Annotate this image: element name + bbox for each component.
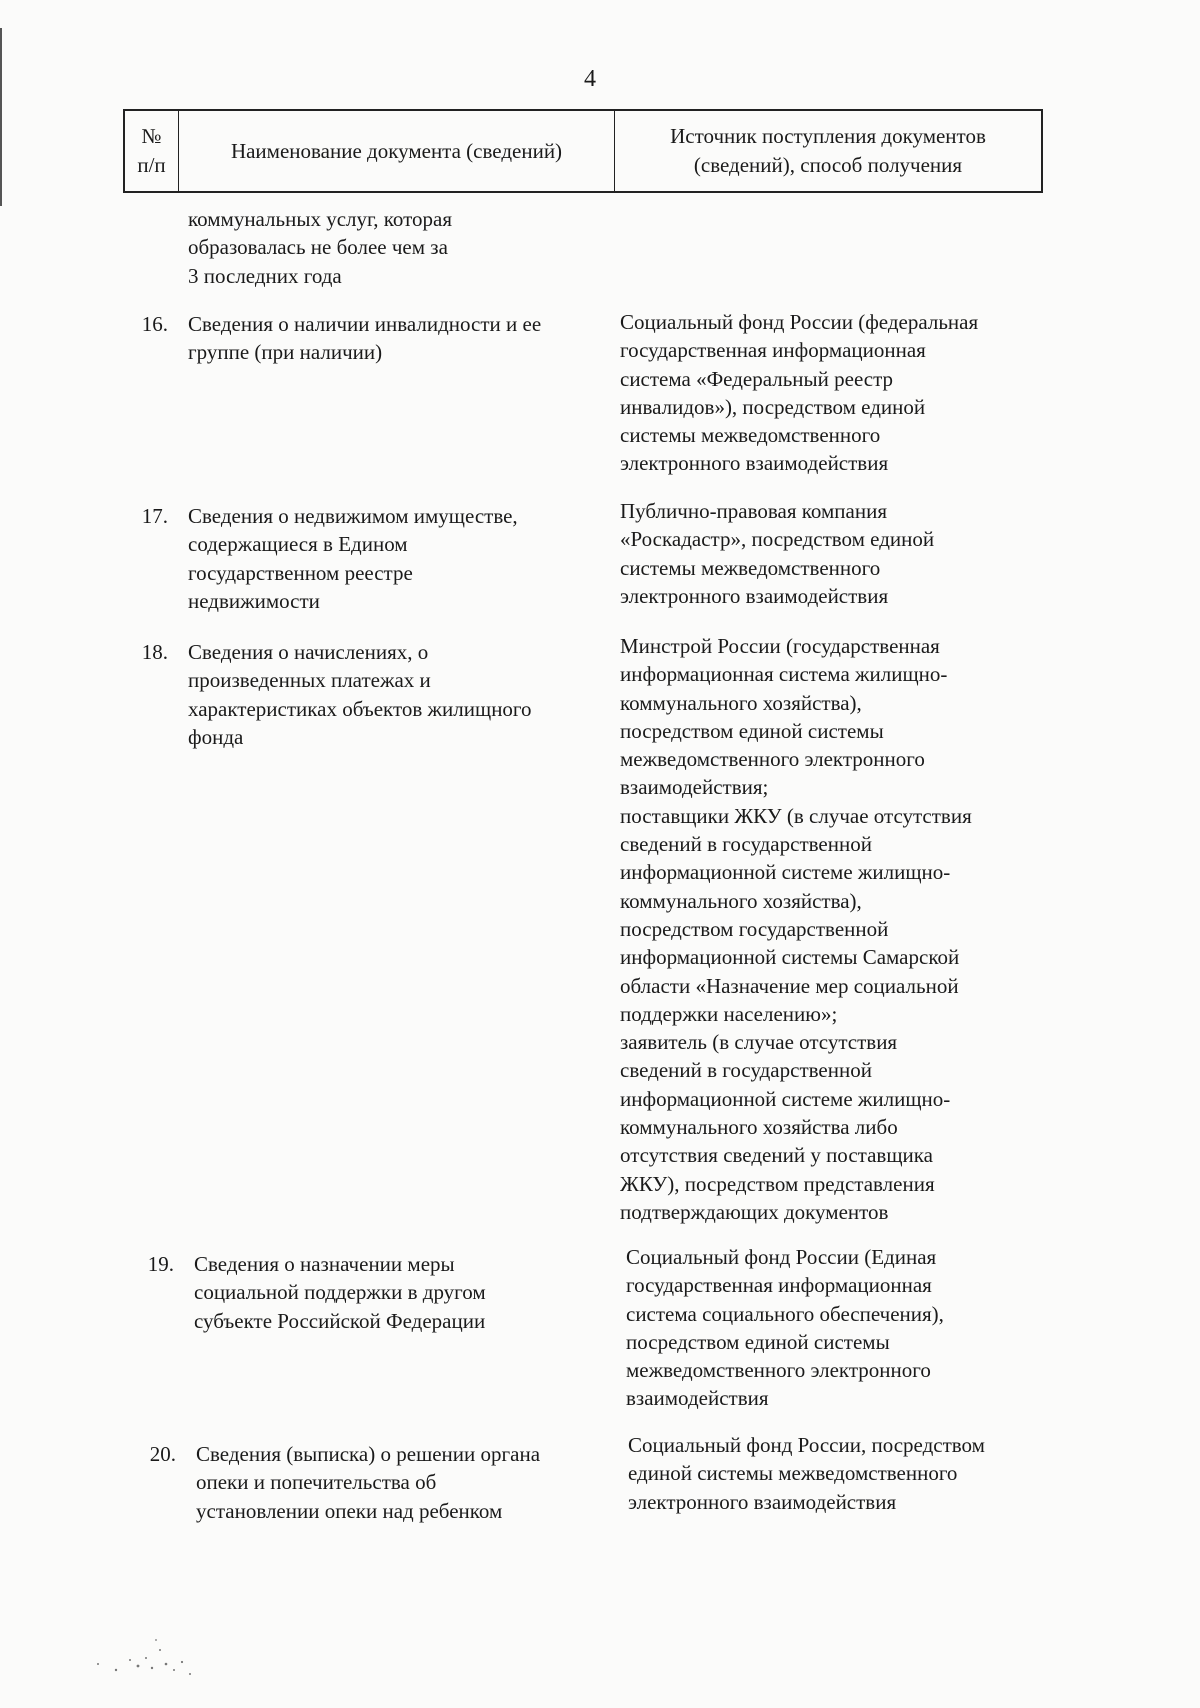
header-document-name-column	[179, 111, 615, 191]
header-document-name: Наименование документа (сведений)	[230, 138, 563, 163]
row-20-name: Сведения (выписка) о решении органа опеки и попечительства об установлении опеки над ребенком	[196, 1442, 541, 1523]
table-header	[123, 109, 1043, 193]
row-19-source: Социальный фонд России (Единая государственная информационная система социального обеспечения), посредством единой системы межведомственного электронного взаимодействия	[626, 1245, 944, 1411]
header-source-line2: (сведений), способ получения	[693, 153, 963, 177]
row-17-number: 17.	[141, 504, 168, 528]
header-number-column	[125, 111, 179, 191]
row-16-name: Сведения о наличии инвалидности и ее группе (при наличии)	[188, 312, 542, 365]
row-18-source: Минстрой России (государственная информационная система жилищно- коммунального хозяйства), посредством единой системы межведомственного электронного взаимодействия; поставщики ЖКУ (в случае отсутствия сведений в государственной информационной системе жилищно- коммунального хозяйства), посредством государственной информационной системы Самарской области «Назначение мер социальной поддержки населению»; заявитель (в случае отсутствия сведений в государственной информационной системе жилищно- коммунального хозяйства либо отсутствия сведений у поставщика ЖКУ), посредством представления подтверждающих документов	[620, 634, 972, 1224]
row-20-source: Социальный фонд России, посредством единой системы межведомственного электронного взаимодействия	[628, 1433, 985, 1514]
row-18-name: Сведения о начислениях, о произведенных платежах и характеристиках объектов жилищного фонда	[188, 640, 532, 749]
page-number: 4	[584, 66, 596, 92]
row-19-name: Сведения о назначении меры социальной поддержки в другом субъекте Российской Федерации	[194, 1252, 486, 1333]
row-16-source: Социальный фонд России (федеральная государственная информационная система «Федеральный реестр инвалидов»), посредством единой системы межведомственного электронного взаимодействия	[620, 310, 979, 476]
continuation-name: коммунальных услуг, которая образовалась не более чем за 3 последних года	[188, 207, 452, 288]
row-16-number: 16.	[141, 312, 168, 336]
header-number-sign: №	[141, 124, 162, 148]
row-18-number: 18.	[141, 640, 168, 664]
header-number-abbrev: п/п	[137, 153, 166, 177]
row-20-number: 20.	[149, 1442, 176, 1466]
header-source-column	[615, 111, 1041, 191]
row-17-source: Публично-правовая компания «Роскадастр», посредством единой системы межведомственного электронного взаимодействия	[620, 499, 935, 608]
scan-margin-line	[0, 28, 2, 206]
row-19-number: 19.	[147, 1252, 174, 1276]
row-17-name: Сведения о недвижимом имуществе, содержащиеся в Едином государственном реестре недвижимости	[188, 504, 518, 613]
scan-artifact-marks	[86, 1620, 216, 1680]
header-source-line1: Источник поступления документов	[670, 124, 986, 148]
